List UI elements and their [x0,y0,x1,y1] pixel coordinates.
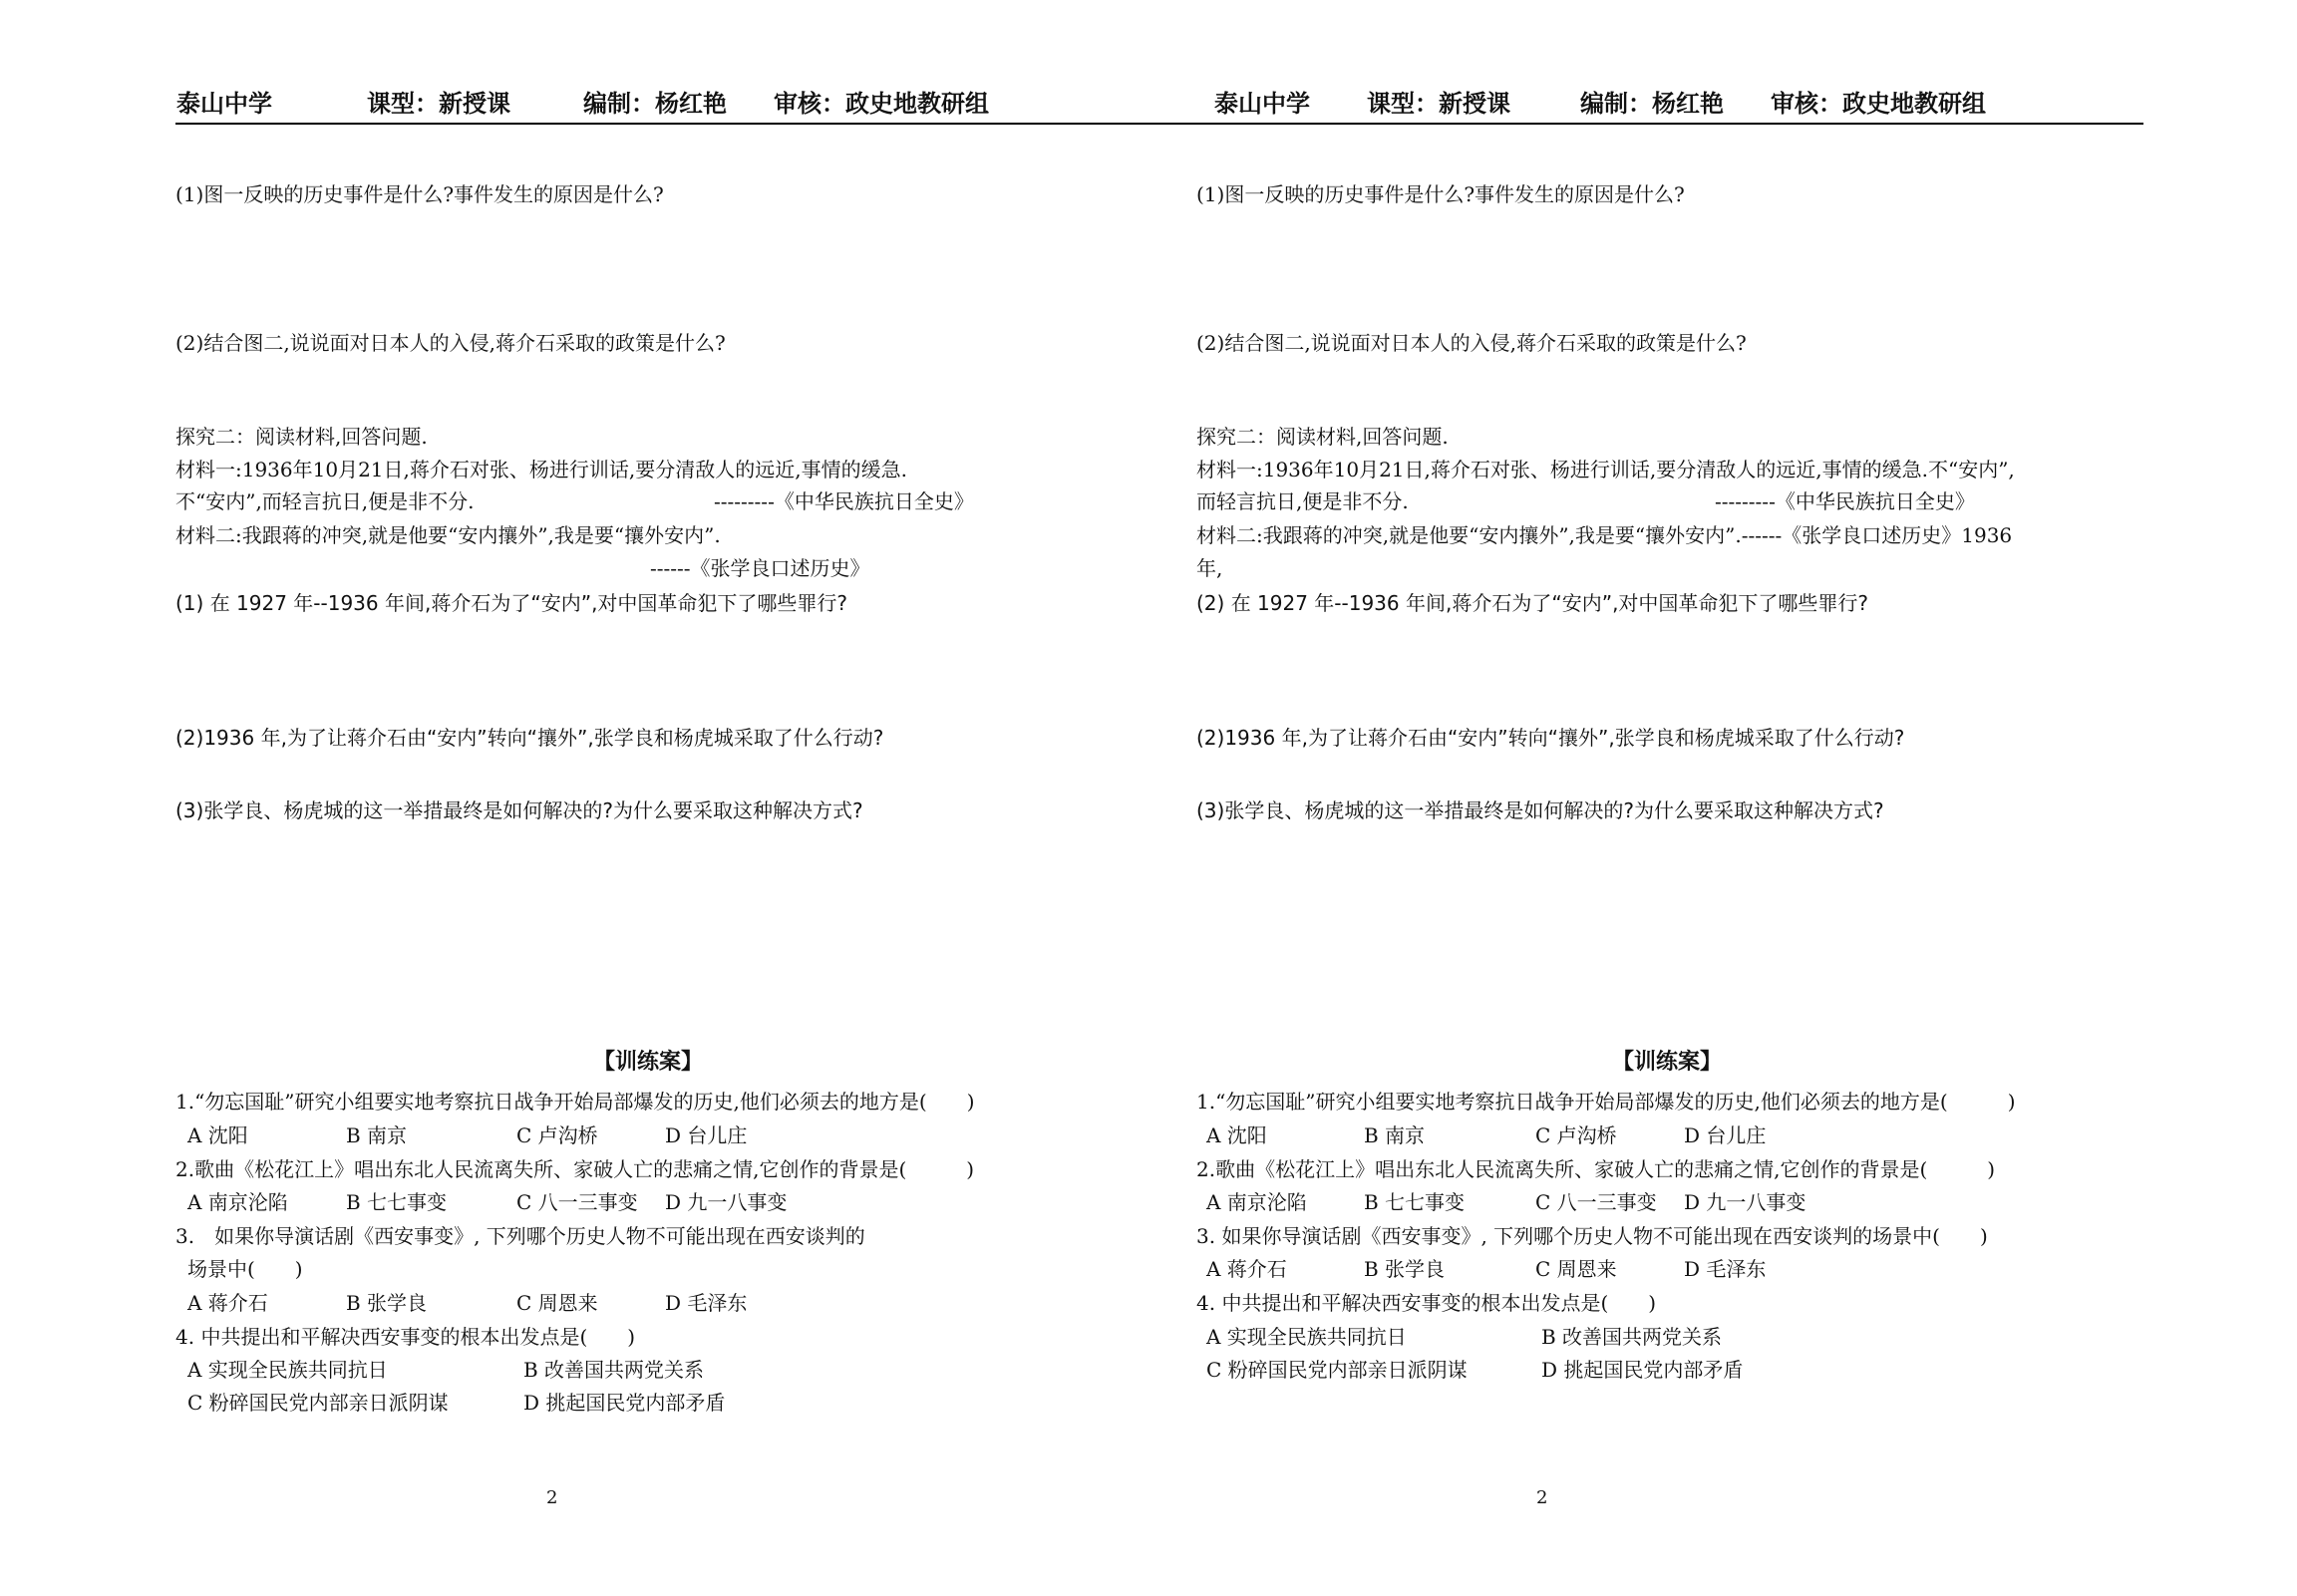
option-b: B 改善国共两党关系 [1541,1325,1723,1349]
explore-q1: (2) 在 1927 年--1936 年间,蒋介石为了“安内”,对中国革命犯下了哪些罪行? [1196,591,1869,615]
explore-q3: (3)张学良、杨虎城的这一举措最终是如何解决的?为什么要采取这种解决方式? [1196,798,1884,822]
reviewer: 审核：政史地教研组 [774,90,989,118]
question-1: (1)图一反映的历史事件是什么?事件发生的原因是什么? [1196,182,1685,206]
option-d: D 毛泽东 [665,1291,748,1315]
option-a: A 蒋介石 [1206,1257,1287,1281]
lesson-type: 课型：新授课 [1367,90,1510,118]
lesson-type: 课型：新授课 [367,90,510,118]
school-name: 泰山中学 [1214,90,1310,118]
material-1-line-2: 而轻言抗日,便是非不分. [1196,489,1409,513]
option-c: C 周恩来 [1535,1257,1617,1281]
training-q2: 2.歌曲《松花江上》唱出东北人民流离失所、家破人亡的悲痛之情,它创作的背景是( ) [1196,1157,1996,1181]
option-c: C 八一三事变 [516,1190,638,1214]
option-a: A 南京沦陷 [1206,1190,1307,1214]
option-a: A 实现全民族共同抗日 [187,1358,388,1382]
option-a: A 蒋介石 [187,1291,268,1315]
explore-title: 探究二：阅读材料,回答问题. [175,425,428,449]
option-a: A 沈阳 [187,1123,248,1147]
training-q4: 4. 中共提出和平解决西安事变的根本出发点是( ) [175,1325,636,1349]
option-d: D 挑起国民党内部矛盾 [523,1391,726,1415]
option-c: C 周恩来 [516,1291,598,1315]
material-2-line-1: 材料二:我跟蒋的冲突,就是他要“安内攘外”,我是要“攘外安内”.------《张学良口述历史》1936 [1196,523,2013,547]
material-2-source: ------《张学良口述历史》 [650,556,870,580]
material-2-line-2: 年, [1196,556,1223,580]
option-b: B 张学良 [346,1291,428,1315]
material-1-line-1: 材料一:1936年10月21日,蒋介石对张、杨进行训话,要分清敌人的远近,事情的缓急. [175,458,907,481]
explore-q1: (1) 在 1927 年--1936 年间,蒋介石为了“安内”,对中国革命犯下了哪些罪行? [175,591,848,615]
option-d: D 九一八事变 [665,1190,788,1214]
editor: 编制：杨红艳 [583,90,727,118]
option-c: C 粉碎国民党内部亲日派阴谋 [1206,1358,1468,1382]
material-1-line-1: 材料一:1936年10月21日,蒋介石对张、杨进行训话,要分清敌人的远近,事情的缓急.不“安内”, [1196,458,2015,481]
option-b: B 南京 [346,1123,408,1147]
option-b: B 七七事变 [346,1190,448,1214]
option-a: A 南京沦陷 [187,1190,288,1214]
question-2: (2)结合图二,说说面对日本人的入侵,蒋介石采取的政策是什么? [1196,331,1747,355]
question-1: (1)图一反映的历史事件是什么?事件发生的原因是什么? [175,182,664,206]
explore-q2: (2)1936 年,为了让蒋介石由“安内”转向“攘外”,张学良和杨虎城采取了什么行动? [1196,726,1905,750]
option-d: D 台儿庄 [665,1123,748,1147]
left-page [0,0,1148,1596]
training-q1: 1.“勿忘国耻”研究小组要实地考察抗日战争开始局部爆发的历史,他们必须去的地方是( ) [175,1090,975,1114]
material-1-source: ---------《中华民族抗日全史》 [1715,489,1975,513]
option-a: A 沈阳 [1206,1123,1267,1147]
editor: 编制：杨红艳 [1580,90,1724,118]
training-title: 【训练案】 [1612,1050,1723,1075]
material-1-source: ---------《中华民族抗日全史》 [714,489,974,513]
material-1-line-2: 不“安内”,而轻言抗日,便是非不分. [175,489,475,513]
option-d: D 挑起国民党内部矛盾 [1541,1358,1744,1382]
page-number: 2 [1536,1487,1548,1508]
right-page [1000,0,2148,1596]
option-b: B 改善国共两党关系 [523,1358,705,1382]
school-name: 泰山中学 [176,90,272,118]
training-q3-line-1: 3. 如果你导演话剧《西安事变》, 下列哪个历史人物不可能出现在西安谈判的 [175,1224,865,1248]
training-q2: 2.歌曲《松花江上》唱出东北人民流离失所、家破人亡的悲痛之情,它创作的背景是( ) [175,1157,975,1181]
page-number: 2 [546,1487,558,1508]
training-q1: 1.“勿忘国耻”研究小组要实地考察抗日战争开始局部爆发的历史,他们必须去的地方是( ) [1196,1090,2016,1114]
page-header [0,84,1148,122]
option-d: D 毛泽东 [1684,1257,1767,1281]
explore-q2: (2)1936 年,为了让蒋介石由“安内”转向“攘外”,张学良和杨虎城采取了什么行动? [175,726,884,750]
option-c: C 八一三事变 [1535,1190,1657,1214]
reviewer: 审核：政史地教研组 [1771,90,1986,118]
option-c: C 粉碎国民党内部亲日派阴谋 [187,1391,449,1415]
option-b: B 七七事变 [1364,1190,1466,1214]
option-d: D 台儿庄 [1684,1123,1767,1147]
training-q3: 3. 如果你导演话剧《西安事变》, 下列哪个历史人物不可能出现在西安谈判的场景中( ) [1196,1224,1988,1248]
training-q3-line-2: 场景中( ) [187,1257,303,1281]
question-2: (2)结合图二,说说面对日本人的入侵,蒋介石采取的政策是什么? [175,331,726,355]
option-a: A 实现全民族共同抗日 [1206,1325,1407,1349]
explore-title: 探究二：阅读材料,回答问题. [1196,425,1449,449]
page-header [1000,84,2148,122]
training-title: 【训练案】 [593,1050,704,1075]
header-rule [1000,123,2143,125]
training-q4: 4. 中共提出和平解决西安事变的根本出发点是( ) [1196,1291,1657,1315]
option-d: D 九一八事变 [1684,1190,1806,1214]
option-b: B 张学良 [1364,1257,1446,1281]
material-2: 材料二:我跟蒋的冲突,就是他要“安内攘外”,我是要“攘外安内”. [175,523,721,547]
option-c: C 卢沟桥 [1535,1123,1617,1147]
option-c: C 卢沟桥 [516,1123,598,1147]
explore-q3: (3)张学良、杨虎城的这一举措最终是如何解决的?为什么要采取这种解决方式? [175,798,863,822]
option-b: B 南京 [1364,1123,1426,1147]
